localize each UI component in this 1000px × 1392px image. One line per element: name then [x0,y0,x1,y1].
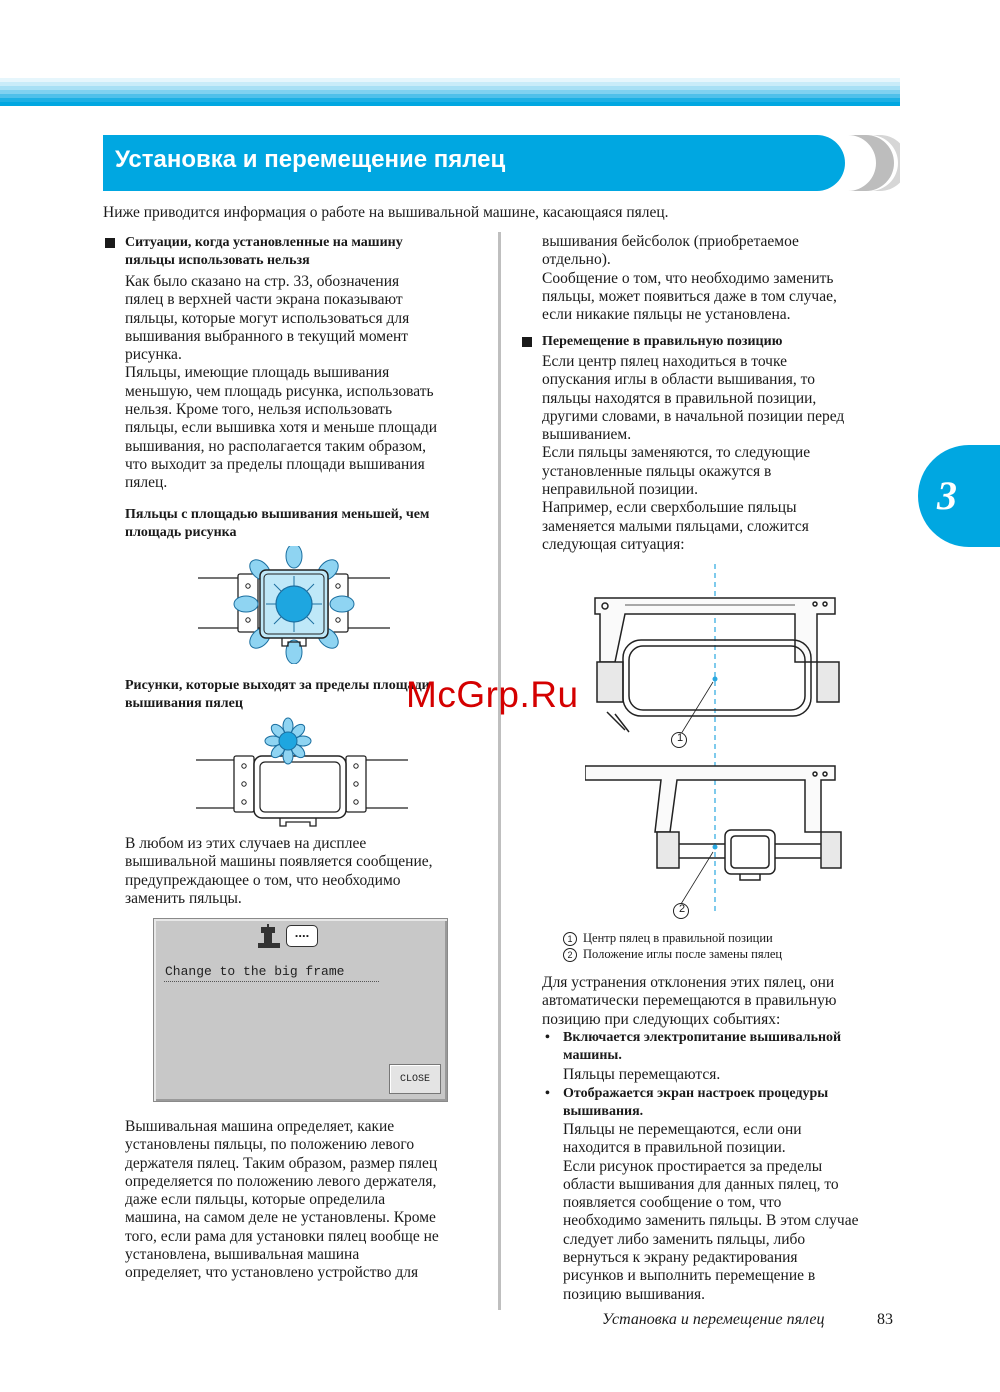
page-title: Установка и перемещение пялец [115,146,506,173]
bullet2-heading: Отображается экран настроек процедуры вышивания. [563,1086,829,1120]
close-button[interactable]: CLOSE [389,1064,441,1094]
lcd-message: Change to the big frame [165,964,345,979]
watermark: McGrp.Ru [406,674,579,715]
bullet1-heading: Включается электропитание вышивальной машины. [563,1030,842,1064]
legend-item-1: 1 Центр пялец в правильной позиции [563,930,773,946]
caption-pattern-outside: Рисунки, которые выходят за пределы площади вышивания пялец [125,678,430,712]
bullet-dot: • [545,1086,550,1101]
message-bubble-icon: .... [286,925,318,947]
section-bullet-square [105,238,115,248]
hoop-illustration-pattern-outside [196,716,408,830]
title-arc-decoration [840,135,900,191]
footer-title: Установка и перемещение пялец [602,1311,825,1328]
marker-1: 1 [676,732,684,744]
section2-text: Если центр пялец находиться в точке опускания иглы в области вышивания, то пяльцы находятся в правильной позиции, другими словами, в начальной позиции перед вышиванием. Если пяльцы заменяются, то следующие установленные пяльцы окажутся в неправильной позиции. Например, если сверхбольшие пяльцы заменяется малыми пяльцами, сложится следующая ситуация: [542,353,845,553]
legend-item-2: 2 Положение иглы после замены пялец [563,946,782,962]
auto-move-text: Для устранения отклонения этих пялец, они автоматически перемещаются в правильную позицию при следующих событиях: [542,974,837,1028]
caption-small-hoop: Пяльцы с площадью вышивания меньшей, чем площадь рисунка [125,507,430,541]
section1-text: Как было сказано на стр. 33, обозначения пялец в верхней части экрана показывают пяльцы, которые могут использоваться для вышивания выбранного в текущий момент рисунка. Пяльцы, имеющие площадь вышивания меньшую, чем площадь рисунка, использовать нельзя. Кроме того, нельзя использовать пяльцы, если вышивка хотя и меньше площади вышивания, но располагается таким образом, что выходит за пределы площади вышивания пялец. [125,273,438,492]
hoop-illustration-large-pattern [198,546,390,664]
bullet1-text: Пяльцы перемещаются. [563,1066,721,1083]
section1-heading: Ситуации, когда установленные на машину пяльцы использовать нельзя [125,235,403,269]
chapter-tab [918,445,1000,547]
detection-text: Вышивальная машина определяет, какие установлены пяльцы, по положению левого держателя пялец. Таким образом, размер пялец определяется по положению левого держателя, даже если пяльцы, которые определила машина, на самом деле не установлены. Кроме того, если рама для установки пялец вообще не установлена, вышивальная машина определяет, что установлено устройство для [125,1118,439,1282]
intro-text: Ниже приводится информация о работе на вышивальной машине, касающаяся пялец. [103,204,669,221]
page-number: 83 [877,1311,893,1328]
lcd-underline [164,981,379,982]
warning-text: В любом из этих случаев на дисплее вышивальной машины появляется сообщение, предупреждающее о том, что необходимо заменить пяльцы. [125,835,433,907]
hoop-position-diagram [585,562,855,920]
column-divider [498,232,501,1310]
section2-heading: Перемещение в правильную позицию [542,334,783,349]
sewing-machine-icon [255,924,285,952]
bullet-dot: • [545,1030,550,1045]
marker-2: 2 [678,903,686,915]
bullet2-text: Пяльцы не перемещаются, если они находится в правильной позиции. Если рисунок простирается за пределы области вышивания для данных пялец, то появляется сообщение о том, что необходимо заменить пяльцы. В этом случае следует либо заменить пяльцы, либо вернуться к экрану редактирования рисунков и выполнить перемещение в позицию вышивания. [563,1121,859,1303]
chapter-number: 3 [937,473,957,518]
section-bullet-square [522,337,532,347]
continued-text: вышивания бейсболок (приобретаемое отдельно). Сообщение о том, что необходимо заменить пяльцы, может появиться даже в том случае, если никакие пяльцы не установлена. [542,233,837,324]
